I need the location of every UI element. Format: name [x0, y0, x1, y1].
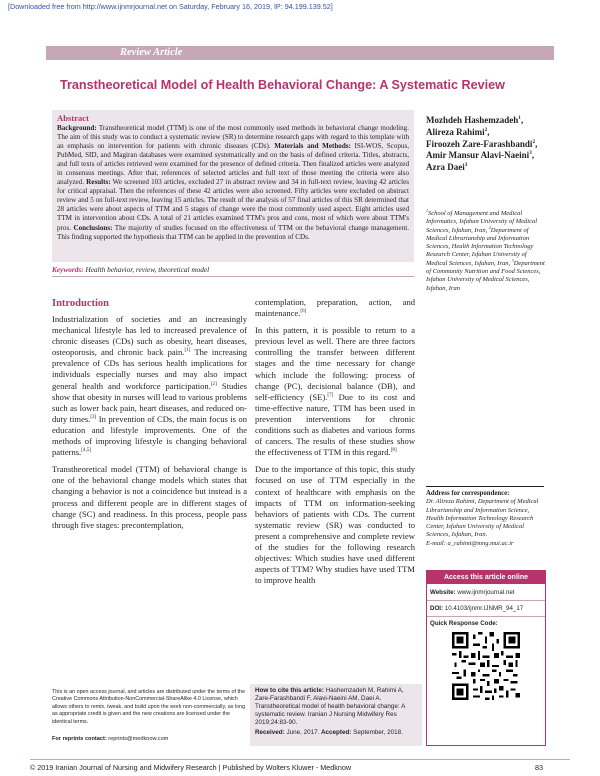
citation-ref[interactable]: [8]	[390, 447, 397, 454]
intro-paragraph-2: Transtheoretical model (TTM) of behavioral change is one of the behavioral change models which states that changing a behavior is not a coincidence but instead is a process and different people are in different stages of change (SC) and readiness. In this process, people pass through five stages: precontemplation,	[52, 464, 247, 530]
keywords-divider	[52, 276, 414, 277]
citation-ref[interactable]: [1]	[184, 347, 191, 354]
author-list	[426, 115, 544, 174]
doi-row[interactable]: DOI: 10.4103/ijnmr.IJNMR_94_17	[430, 605, 524, 612]
intro-paragraph-4: Due to the importance of this topic, this study focused on use of TTM especially in the context of healthcare with emphasis on the impacts of TTM on information-seeking behaviors of patients with CDs. The current systematic review (SR) was conducted to present a comprehensive and complete review of the studies for the following research objectives: Which studies have used different aspects of TTM? Why studies have used TTM to improve health	[255, 464, 415, 586]
correspondence-text: Dr. Alireza Rahimi, Department of Medical Librarianship and Information Science, Health Information Technology Research Center, Isfahan University of Medical Sciences, Isfahan, Iran.	[426, 498, 539, 539]
footer-copyright: © 2019 Iranian Journal of Nursing and Midwifery Research | Published by Wolters Kluwer - Medknow	[30, 763, 352, 772]
methods-text: ISI-WOS, Scopus, PubMed, SID, and Magiran databases were examined systematically and on the basis of defined criteria. Titles, abstracts, and full texts of articles retrieved were examined for the presence of defined criteria. Then finalized articles were analyzed in consensus meetings. After that, references of selected articles and full text of those meeting the criteria were also analyzed.	[57, 142, 409, 187]
reprints-contact: For reprints contact: reprints@medknow.com	[52, 736, 169, 742]
author-item[interactable]: Azra Daei$^3$	[426, 162, 468, 173]
methods-label: Materials and Methods:	[270, 142, 351, 151]
keywords-label: Keywords:	[52, 265, 84, 274]
website-row[interactable]: Website: www.ijnmrjournal.net	[430, 589, 515, 596]
citation-ref[interactable]: [6]	[300, 308, 307, 315]
article-title: Transtheoretical Model of Health Behavioral Change: A Systematic Review	[60, 78, 505, 92]
access-divider	[427, 616, 545, 617]
author-item[interactable]: Firoozeh Zare-Farashbandi$^2$,	[426, 138, 538, 149]
intro-paragraph-continued: contemplation, preparation, action, and maintenance.[6]	[255, 297, 415, 319]
author-item[interactable]: Mozhdeh Hashemzadeh$^1$,	[426, 115, 524, 125]
article-type-label: Review Article	[120, 47, 183, 58]
qr-code-icon[interactable]	[452, 632, 520, 700]
author-item[interactable]: Alireza Rahimi$^2$,	[426, 126, 490, 137]
keywords-row	[52, 265, 414, 274]
results-text: We screened 103 articles, excluded 27 in abstract review and 34 in full-text review, leaving 42 articles for critical appraisal. Then the references of these 42 articles were also screened. Fifty articles were excluded on abstract review and 5 on full-text review, leaving 15 articles. The result of the analysis of 57 final articles of this SR determined that 28 articles were about aspects of TTM and 5 stages of change were the most commonly used aspect. Eight articles used TTM in intervention about CDs. A total of 21 articles examined TTM's pros and cons, most of which were about TTM's pros.	[57, 178, 409, 232]
intro-paragraph-3: In this pattern, it is possible to return to a previous level as well. There are three factors controlling the transfer between different stages and the time necessary for change which include the following: process of change (PC), decisional balance (DB), and self-efficiency (SE).[7] Due to its cost and time-effective nature, TTM has been used in prevention interventions for chronic conditions such as diabetes and various forms of cancers. The results of these studies show the effectiveness of TTM in this regard.[8]	[255, 325, 415, 458]
download-info-line: [Downloaded free from http://www.ijnmrjournal.net on Saturday, February 16, 2019, IP: 94.199.139.52]	[8, 2, 333, 11]
access-online-heading: Access this article online	[427, 571, 545, 584]
doi-link: 10.4103/ijnmr.IJNMR_94_17	[444, 605, 524, 612]
correspondence-email[interactable]: E-mail: a_rahimi@mng.mui.ac.ir	[426, 539, 514, 547]
cite-text: Hashemzadeh M, Rahimi A, Zare-Farashbandi F, Alavi-Naeini AM, Daei A. Transtheoretical model of health behavioral change: A systematic review. Iranian J Nursing Midwifery Res 2019;24:83-90.	[255, 687, 405, 726]
page-number: 83	[535, 763, 543, 772]
accepted-date: September, 2018.	[351, 729, 403, 736]
conclusions-text: The majority of studies focused on the effectiveness of TTM on the behavioral change management. This finding supported the hypothesis that TTM can be applied in the prevention of CDs.	[57, 223, 409, 241]
citation-ref[interactable]: [3]	[90, 414, 97, 420]
body-column-left	[52, 314, 247, 537]
citation-ref[interactable]: [4,5]	[81, 447, 92, 454]
author-item[interactable]: Amir Mansur Alavi-Naeini$^3$,	[426, 150, 535, 161]
intro-paragraph-1: Industrialization of societies and an increasingly mechanical lifestyle has led to increased prevalence of chronic diseases (CDs) such as obesity, heart diseases, osteoporosis, and chronic back pain.[1] The increasing prevalence of CDs has serious health implications for individuals especially nurses and may also impact general health and workforce participation.[2] Studies show that obesity in nurses will lead to various problems such as lower back pain, heart diseases, and reduced on-duty times.[3] In prevention of CDs, the main focus is on education and lifestyle improvements. One of the methods of improving lifestyle is changing behavioral patterns.[4,5]	[52, 314, 248, 458]
website-link: www.ijnmrjournal.net	[457, 589, 515, 596]
cite-label: How to cite this article:	[255, 687, 324, 694]
results-label: Results:	[83, 178, 111, 187]
correspondence-heading: Address for correspondence:	[426, 490, 510, 497]
citation-ref[interactable]: [7]	[327, 391, 334, 398]
abstract-heading: Abstract	[57, 113, 89, 123]
correspondence-divider	[426, 486, 544, 487]
reprints-email[interactable]: reprints@medknow.com	[106, 736, 169, 742]
background-label: Background:	[57, 124, 97, 132]
introduction-heading: Introduction	[52, 298, 109, 309]
how-to-cite-box: How to cite this article: Hashemzadeh M, Rahimi A, Zare-Farashbandi F, Alavi-Naeini AM, Daei A. Transtheoretical model of health behavioral change: A systematic review. Iranian J Nursing Midwifery Res 2019;24:83-90. Received: June, 2017. Accepted: September, 2018.	[250, 684, 422, 746]
keywords-text: Health behavior, review, theoretical model	[83, 265, 210, 274]
access-divider	[427, 600, 545, 601]
conclusions-label: Conclusions:	[71, 223, 113, 232]
body-column-right	[255, 297, 415, 592]
footer-divider	[30, 759, 570, 760]
citation-ref[interactable]: [2]	[210, 380, 217, 387]
qr-label: Quick Response Code:	[430, 620, 498, 627]
received-date: June, 2017.	[284, 729, 320, 736]
abstract-text	[57, 124, 409, 242]
affiliations: $^1$School of Management and Medical Informatics, Isfahan University of Medical Sciences, Isfahan, Iran, $^2$Department of Medical Librarianship and Information Sciences, Health Information Technology Research Center, Isfahan University of Medical Sciences, Isfahan, Iran, $^3$Department of Community Nutrition and Food Sciences, Isfahan University of Medical Sciences, Isfahan, Iran	[426, 208, 545, 292]
license-notice: This is an open access journal, and articles are distributed under the terms of the Creative Commons Attribution-NonCommercial-ShareAlike 4.0 License, which allows others to remix, tweak, and build upon the work non-commercially, as long as appropriate credit is given and the new creations are licensed under the identical terms.	[52, 689, 246, 725]
correspondence-block	[426, 490, 544, 548]
background-text: Transtheoretical model (TTM) is one of the most commonly used methods in behavioral change modeling. The aim of this study was to conduct a systematic review (SR) to determine research gaps with regard to this template with an emphasis on intervention for patients with chronic diseases (CDs).	[57, 124, 409, 151]
abstract-box	[52, 110, 414, 262]
